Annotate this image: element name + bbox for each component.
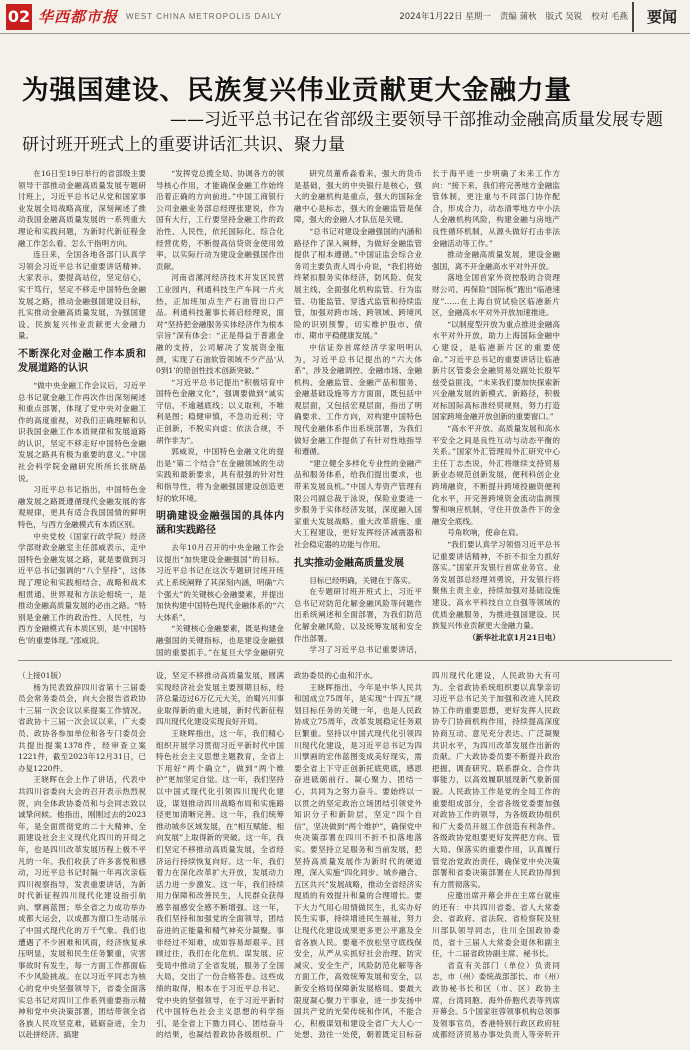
paragraph: 去年10月召开的中央金融工作会议提出“加快建设金融强国”的目标。习近平总书记在这次专题研讨班开班式上系统阐释了其深刻内涵，明确“六个强大”的关键核心金融要素，并提出加快构建中国特色现代金融体系的“六大体系”。 <box>156 543 284 622</box>
paragraph: 推动金融高质量发展，建设金融强国，离不开金融高水平对外开放。 <box>432 250 560 271</box>
paragraph: 在16日至19日举行的省部级主要领导干部推动金融高质量发展专题研讨班上，习近平总书记从党和国家事业发展全局战略高度，深刻阐述了推动我国金融高质量发展的一系列重大理论和实践问题，为新时代新征程金融工作怎么看、怎么干指明方向。 <box>18 169 146 248</box>
section-heading: 明确建设金融强国的具体内涵和实践路径 <box>156 511 284 537</box>
paragraph: 杨为民表致辞四川省第十三届委员会常务委员会，向大会报告省政协十三届一次会议以来提案工作情况。省政协十三届一次会议以来，广大委员、政协各参加单位和各专门委员会共提出提案1378件，经审查立案1221件，截至2023年12月31日，已办复1220件。 <box>18 682 146 773</box>
section-divider <box>18 660 672 661</box>
lower-column-2 <box>156 670 284 1040</box>
upper-article <box>18 168 560 656</box>
dateline-credit: （新华社北京1月21日电） <box>468 632 560 642</box>
paragraph: 号角吹响，使命在肩。 <box>447 528 524 538</box>
paragraph: 省直有关部门（单位）负责同志，市（州）委统战部部长、市（州）政协秘书长和区（市、区）政协主席，台湾同胞、海外侨胞代表等列席开幕会。5个国家驻蓉领事机构总领事及领事官员，香港特别行政区政府驻成都经济贸易办事处负责人等旁听开 <box>432 960 560 1040</box>
paragraph: “习近平总书记提出“积极培育中国特色金融文化”，强调要做到“诚实守信，不逾越底线；以义取利，不唯利是图；稳健审慎，不急功近利；守正创新，不脱实向虚；依法合规，不胡作非为”。 <box>156 377 284 445</box>
paragraph: 河南省漯河经济技术开发区民营工业园内，利通科技生产车间一片火热，正加班加点生产石油管出口产品。利通科技董事长蒋启经理说，面对“坚持把金融服务实体经济作为根本宗旨”深有体会：“正是得益于普惠金融的支持，公司解决了发展资金瓶颈，实现了石油软管领域不少产品‘从0到1’的原创性技术创新突破。” <box>156 273 284 376</box>
paragraph: 学习了习近平总书记重要讲话， <box>309 645 422 655</box>
paragraph: 王晓晖指出，这一年，我们精心组织开展学习贯彻习近平新时代中国特色社会主义思想主题教育，全省上下用好“两个确立”，做到“两个维护”更加坚定自觉。这一年，我们坚持以中国式现代化引领四川现代化建设，谋划推动四川战略布局和实施路径更加清晰完善。这一年，我们统筹推动城乡区域发展，在“相互赋能、相向发展”上取得新的突破。这一年，我们坚定不移推动高质量发展，全省经济运行持续恢复向好。这一年，我们着力在深化改革扩大开放，发展动力活力进一步激发。这一年，我们持续用力保障和改善民生，人民群众获得感幸福感安全感不断增强。这一年，我们坚持和加强党的全面领导，团结奋进的正能量和精气神充分凝聚。事非经过不知难，成如容易却艰辛。回顾过往，我们在化危机、谋发展、应变局中推动了全省发展，服务了全国大局，交出了一份合格答卷。这些成绩的取得，根本在于习近平总书记、党中央的坚强领导，在于习近平新时代中国特色社会主义思想的科学指引，是全省上下勠力同心、团结奋斗的结果，也凝结着政协各级组织、广 <box>156 728 284 1040</box>
section-heading: 不断深化对金融工作本质和发展道路的认识 <box>18 348 146 374</box>
section-heading: 扎实推动金融高质量发展 <box>294 557 404 569</box>
designer: 版式 吴锐 <box>545 12 583 22</box>
lower-column-1 <box>18 670 146 1040</box>
page-number: 02 <box>6 4 32 30</box>
paragraph: 研究员董希淼看来，强大的货币是基础，强大的中央银行是核心，强大的金融机构是重点，强大的国际金融中心是标志，强大的金融监管是保障，强大的金融人才队伍是关键。 <box>294 169 422 225</box>
paragraph: 目标已经明确，关键在于落实。 <box>309 575 416 585</box>
paragraph: 习近平总书记指出，中国特色金融发展之路既遵循现代金融发展的客观规律，更具有适合我国国情的鲜明特色，与西方金融模式有本质区别。 <box>18 485 146 530</box>
continued-label: （上接01版） <box>18 671 66 680</box>
paragraph: 在专题研讨班开班式上，习近平总书记对防范化解金融风险等问题作出系统阐述和全面部署，为我们防范化解金融风险、以及统筹发展和安全作出部署。 <box>294 587 422 643</box>
paragraph: “做中央金融工作会议后，习近平总书记就金融工作再次作出深刻阐述和重点部署，体现了党中央对金融工作的高度重视，对我们正确理解和认识我国金融工作本质规律和发展道路的认识，坚定不移走好中国特色金融发展之路具有极为重要的意义。”中国社会科学院金融研究所所长张晓晶说。 <box>18 380 146 483</box>
paragraph: “总书记对建设金融强国的内涵和路径作了深入阐释，为做好金融监管提供了根本遵循。”中国证监会综合业务司主要负责人周小舟说，“我们将始终紧扣服务实体经济，防风险、促发展主线，全面强化机构监管、行为监管、功能监管、穿透式监管和持续监管，加强对跨市场、跨领域、跨境风险的识别预警，切实维护股市、债市、期市平稳健康发展。” <box>294 226 422 341</box>
paragraph: 落地全国首家外资控股的合资理财公司、再保险“国际板”跑出“临港速度”……在上海自贸试验区临港新片区，金融高水平对外开放加速推进。 <box>432 273 560 318</box>
section-title: 要闻 <box>632 2 690 32</box>
paragraph: 中信证券首席经济学家明明认为，习近平总书记提出的“六大体系”，涉及金融调控、金融市场、金融机构、金融监管、金融产品和服务、金融基础设施等方方面面，既包括中观层面，又包括宏观层面，指出了明确要求、工作方向，对构建中国特色现代金融体系作出系统部署，为我们做好金融工作提供了有针对性地指导和遵循。 <box>294 342 422 457</box>
paragraph: “高水平开放、高质量发展和高水平安全之间是良性互动与动态平衡的关系。”国家外汇管理局外汇研究中心主任丁志杰说，外汇将继续支持贸易新业态规范创新发展，便利科创企业跨境融资，不断提升跨境投融资便利化水平，开完善跨境资金流动监测预警和响应机制，守住开放条件下的金融安全底线。 <box>432 424 560 526</box>
proofreader: 校对 毛燕 <box>591 12 628 22</box>
lower-column-3 <box>294 670 422 1040</box>
header-meta <box>399 10 628 22</box>
lower-column-4 <box>432 670 560 1040</box>
date: 2024年1月22日 星期一 <box>399 12 491 22</box>
subheadline-line2: 研讨班开班式上的重要讲话汇共识、聚力量 <box>22 135 345 155</box>
headline: 为强国建设、民族复兴伟业贡献更大金融力量 <box>22 75 572 106</box>
masthead <box>0 0 690 34</box>
subheadline-line1: ——习近平总书记在省部级主要领导干部推动金融高质量发展专题 <box>170 110 663 130</box>
paragraph: 长于海平进一步明确了未来工作方向：“接下来，我们将完善地方金融监管体制，更注重与不同部门协作配合，形成合力，动态清零地方中小法人金融机构风险，构建金融与房地产良性循环机制，从源头做好打击非法金融活动等工作。” <box>432 169 560 248</box>
paragraph: “关键核心金融要素，既是构建金融强国的关键指标，也是建设金融强国的重要抓手。”在复旦大学金融研究 <box>156 624 284 656</box>
paragraph: 连日来，全国各地各部门认真学习领会习近平总书记重要讲话精神。大家表示，要提高站位，坚定信心，实干笃行，坚定不移走中国特色金融发展之路，推动金融强国建设目标，扎实推动金融高质量发展，为强国建设、民族复兴伟业贡献更大金融力量。 <box>18 250 146 341</box>
paragraph: 设，坚定不移推动高质量发展，圆满实现经济社会发展主要预期目标，经济总量迈过6万亿元大关，治蜀兴川事业取得新的重大进展，新时代新征程四川现代化建设实现良好开局。 <box>156 671 284 727</box>
paper-name-en: WEST CHINA METROPOLIS DAILY <box>126 12 283 21</box>
paragraph: “以制度型开放为重点推进金融高水平对外开放，助力上海国际金融中心建设，是临港新片区的重要使命。”习近平总书记的重要讲话让临港新片区管委会金融贸易处副处长殷军兹受益匪浅，“未来我们要加快探索新兴金融发展的新模式、新路径，积极对标国际高标准经贸规则，努力打造国家跨境金融开放创新的重要窗口。” <box>432 319 560 422</box>
upper-column-1 <box>18 168 146 656</box>
paragraph: 中央党校（国家行政学院）经济学部财政金融室主任邵威表示，走中国特色金融发展之路，就是要做到习近平总书记强调的“八个坚持”，这体现了理论和实践相结合、战略和战术相贯通、世界观和方法论相统一，是推动金融高质量发展的必由之路。“特别是金融工作的政治性、人民性，与西方金融模式有本质区别，是‘中国特色’的重要体现。”邵威说。 <box>18 531 146 645</box>
upper-column-3 <box>294 168 422 656</box>
paragraph: 王晓晖指出，今年是中华人民共和国成立75周年，是实现“十四五”规划目标任务的关键一年，也是人民政协成立75周年，改革发展稳定任务艰巨繁重。坚持以中国式现代化引领四川现代化建设，是习近平总书记为四川擘画的宏伟蓝图变成美好现实，需要全省上下守正创新托底兜底，感恩奋进砥砺前行、凝心聚力、团结一心，共同为之努力奋斗。要始终以一以贯之的坚定政治立场团结引领党外知识分子和新阶层，坚定“四个自信”，坚决做到“两个维护”，确保党中央决策部署在四川不折不扣落地落实。要坚持立足服务和当前发展，把坚持高质量发展作为新时代的硬道理，深入实施“四化同步、城乡融合、五区共兴”发展战略，推动全省经济实现质的有效提升和量的合理增长。要下大力气用心用情做民生，扎实办好民生实事，持续增进民生福祉，努力让现代化建设成果更多更公平惠及全省各族人民。要毫不放松坚守底线保安全，从严从实抓好社会治理、防灾减灾、安全生产，风险防范化解等各方面工作，高效统筹发展和安全，以新安全格局保障新发展格局。要最大限度凝心聚力干事业，进一步发扬中国共产党的光荣传统和作风，不能合心，积极谋划和建设全省广大人心一处想、劲往一处使，朝着既定目标奋 <box>294 682 422 1040</box>
lower-article <box>18 670 560 1040</box>
paragraph: “发挥党总揽全局、协调各方的领导核心作用，才能确保金融工作始终沿着正确的方向前进。”中国工商银行公司金融业务部总经理张建说，作为国有大行，工行要坚持金融工作的政治性、人民性，依托国际化、综合化经营优势，不断提高信贷资金使用效率，以实际行动为建设金融强国作出贡献。 <box>156 169 284 271</box>
paragraph: 应邀出席开幕会并在主席台就座的还有：中共四川省委、省人大常委会、省政府、省法院、省检察院及驻川部队领导同志，住川全国政协委员，省十三届人大常委会退休和副主任，十二届省政协副主席、秘书长。 <box>432 891 560 959</box>
paragraph: 郭威说，中国特色金融文化的提出是“第二个结合”在金融领域的生动实践和最新要求，具有很强的针对性和指导性，将为金融强国建设创造更好的软环境。 <box>156 447 284 503</box>
paragraph: “建立健全多样化专业性的金融产品和服务体系，给我们提出要求，也带来发展良机。”中国人寿资产管理有限公司副总裁于泳说，保险业要进一步服务于实体经济发展，深度融入国家重大发展战略、重大改革措施、重大工程建设，更好发挥经济减震器和社会稳定器的功能与作用。 <box>294 458 422 549</box>
paragraph: 政协委员的心血和汗水。 <box>294 671 378 680</box>
editor: 责编 蒲秋 <box>499 12 537 22</box>
upper-column-2 <box>156 168 284 656</box>
paragraph: 四川现代化建设，人民政协大有可为。全省政协系统组织要以真挚亲切习近平总书记关于加强和改进人民政协工作的重要思想，更好发挥人民政协专门协商机构作用，持续提高深度协商互动、意见充分表达、广泛凝聚共识水平，为四川改革发展作出新的贡献。广大政协委员要不断提升政治把握、调查研究、联系群众、合作共事能力，以高效履职展现新气象新面貌。人民政协工作是党的全局工作的重要组成部分，全省各级党委要加强对政协工作的领导，为各级政协组织和广大委员开展工作创造有利条件。各级政协党组要更好发挥把方向、管大局、保落实的重要作用，认真履行管党治党政治责任，确保党中央决策部署和省委决策部署在人民政协得到有力贯彻落实。 <box>432 671 560 889</box>
upper-column-4 <box>432 168 560 656</box>
paragraph: “我们要认真学习领悟习近平总书记重要讲话精神，不折不扣全力抓好落实。”国家开发银行首席业务官、业务发展部总经理刘勇说，开发银行将聚焦主责主业，持续加强对基础设施建设、高水平科技自立自强等领域的优质金融服务，为推进强国建设、民族复兴伟业贡献更大金融力量。 <box>432 540 560 631</box>
paragraph: 王晓晖在会上作了讲话，代表中共四川省委向大会的召开表示热烈祝贺，向全体政协委员和与会同志致以诚挚问候。他指出，刚刚过去的2023年，是全面贯彻党的二十大精神、全面建设社会主义现代化四川的开局之年，也是四川改革发展历程上极不平凡的一年。我们收获了许多喜悦和感动，习近平总书记时隔一年再次亲临四川视察指导，发表重要讲话，为新时代新征程四川现代化建设指引航向、擘画蓝图；举全省之力成功举办成都大运会，以成都为窗口生动展示了中国式现代化的万千气象。我们也遭遇了不少困难和风雨，经济恢复承压明显，发展和民生任务繁重，灾害事故时有发生，每一方面工作都面临不少风险挑战。在以习近平同志为核心的党中央坚强领导下，省委全面落实总书记对四川工作系列重要指示精神和党中央决策部署，团结带领全省各族人民攻坚克难，砥砺奋进，全力以赴拼经济、搞建 <box>18 775 146 1040</box>
paper-name: 华西都市报 <box>38 8 119 26</box>
